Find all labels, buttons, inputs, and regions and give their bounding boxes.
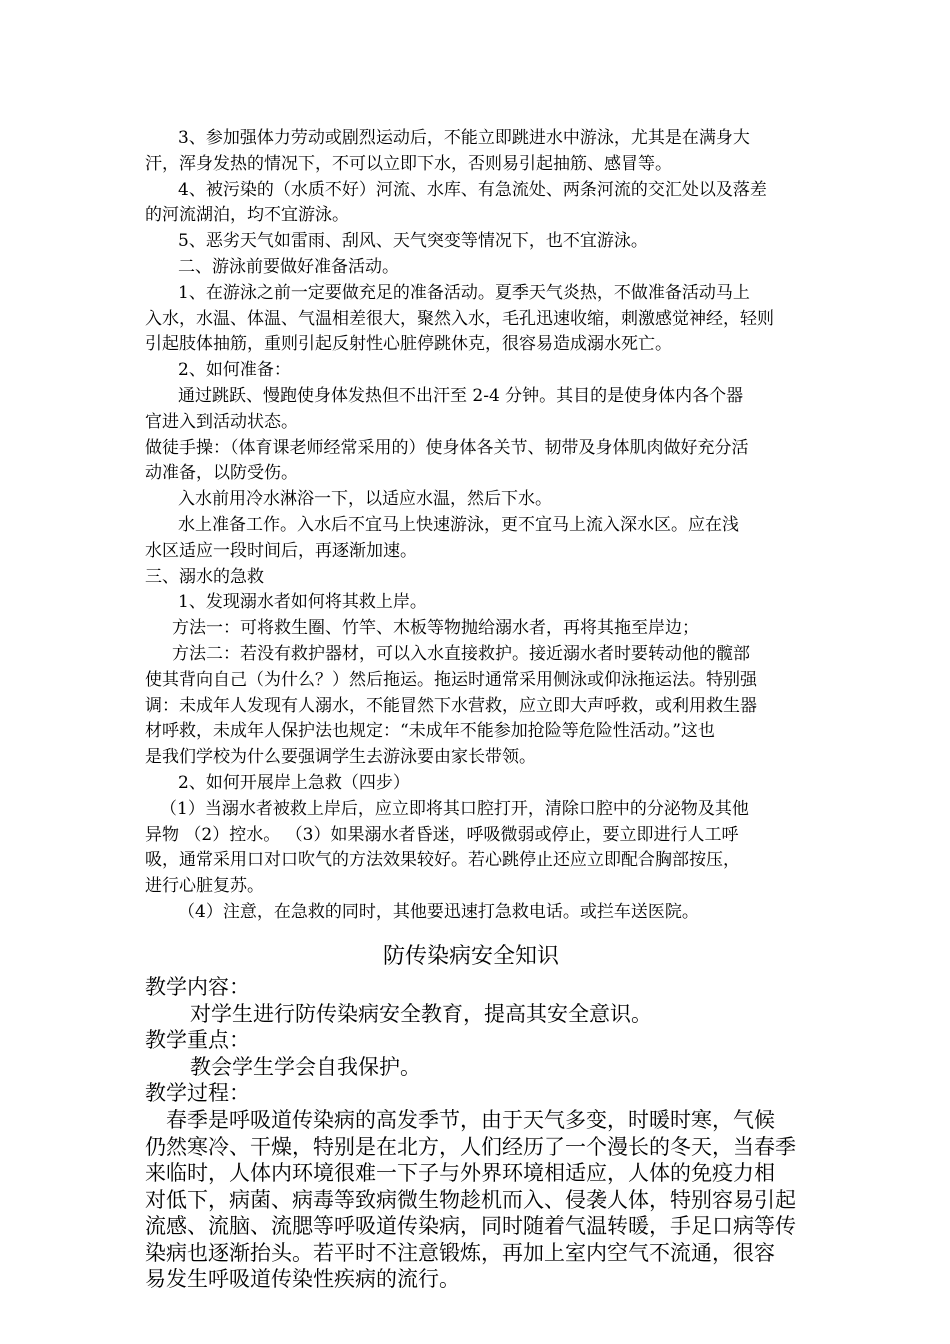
text-line: 异物 （2）控水。 （3）如果溺水者昏迷，呼吸微弱或停止，要立即进行人工呼 <box>145 825 739 845</box>
text-line: 材呼救，未成年人保护法也规定：“未成年不能参加抢险等危险性活动。”这也 <box>145 721 715 741</box>
text-line: 水上准备工作。入水后不宜马上快速游泳，更不宜马上流入深水区。应在浅 <box>178 515 739 535</box>
text-line: 调：未成年人发现有人溺水，不能冒然下水营救，应立即大声呼救，或利用救生器 <box>145 696 757 716</box>
text-line: 通过跳跃、慢跑使身体发热但不出汗至 2-4 分钟。其目的是使身体内各个器 <box>178 386 744 406</box>
section-heading: 教学重点： <box>145 1028 250 1052</box>
text-line: 教会学生学会自我保护。 <box>190 1055 421 1079</box>
section-heading: 教学内容： <box>145 975 250 999</box>
text-line: （4）注意，在急救的同时，其他要迅速打急救电话。或拦车送医院。 <box>178 902 699 922</box>
text-line: 对学生进行防传染病安全教育，提高其安全意识。 <box>190 1002 652 1026</box>
text-line: 使其背向自己（为什么？）然后拖运。拖运时通常采用侧泳或仰泳拖运法。特别强 <box>145 670 757 690</box>
page-title: 防传染病安全知识 <box>383 944 560 969</box>
text-line: 染病也逐渐抬头。若平时不注意锻炼，再加上室内空气不流通，很容 <box>145 1241 775 1265</box>
section-heading: 二、游泳前要做好准备活动。 <box>178 257 399 277</box>
text-line: 1、在游泳之前一定要做充足的准备活动。夏季天气炎热，不做准备活动马上 <box>178 283 750 303</box>
text-line: 春季是呼吸道传染病的高发季节，由于天气多变，时暖时寒，气候 <box>166 1108 775 1132</box>
text-line: 入水前用冷水淋浴一下，以适应水温，然后下水。 <box>178 489 552 509</box>
text-line: 对低下，病菌、病毒等致病微生物趁机而入、侵袭人体，特别容易引起 <box>145 1188 796 1212</box>
text-line: 官进入到活动状态。 <box>145 412 298 432</box>
text-line: 4、被污染的（水质不好）河流、水库、有急流处、两条河流的交汇处以及落差 <box>178 180 767 200</box>
text-line: 易发生呼吸道传染性疾病的流行。 <box>145 1267 460 1291</box>
text-line: 入水，水温、体温、气温相差很大，聚然入水，毛孔迅速收缩，刺激感觉神经，轻则 <box>145 309 774 329</box>
text-line: 3、参加强体力劳动或剧烈运动后，不能立即跳进水中游泳，尤其是在满身大 <box>178 128 750 148</box>
text-line: 流感、流脑、流腮等呼吸道传染病，同时随着气温转暖，手足口病等传 <box>145 1214 796 1238</box>
text-line: 来临时，人体内环境很难一下子与外界环境相适应，人体的免疫力相 <box>145 1161 775 1185</box>
text-line: 仍然寒冷、干燥，特别是在北方，人们经历了一个漫长的冬天，当春季 <box>145 1135 796 1159</box>
text-line: 引起肢体抽筋，重则引起反射性心脏停跳休克，很容易造成溺水死亡。 <box>145 334 672 354</box>
text-line: 1、发现溺水者如何将其救上岸。 <box>178 592 427 612</box>
text-line: 5、恶劣天气如雷雨、刮风、天气突变等情况下，也不宜游泳。 <box>178 231 648 251</box>
section-heading: 教学过程： <box>145 1081 250 1105</box>
text-line: 进行心脏复苏。 <box>145 876 264 896</box>
text-line: 吸，通常采用口对口吹气的方法效果较好。若心跳停止还应立即配合胸部按压， <box>145 850 740 870</box>
text-line: 2、如何开展岸上急救（四步） <box>178 773 410 793</box>
text-line: 水区适应一段时间后，再逐渐加速。 <box>145 541 417 561</box>
text-line: 是我们学校为什么要强调学生去游泳要由家长带领。 <box>145 747 536 767</box>
text-line: 2、如何准备： <box>178 360 291 380</box>
text-line: （1）当溺水者被救上岸后，应立即将其口腔打开，清除口腔中的分泌物及其他 <box>160 799 749 819</box>
text-line: 汗，浑身发热的情况下，不可以立即下水，否则易引起抽筋、感冒等。 <box>145 154 672 174</box>
section-heading: 三、溺水的急救 <box>145 567 264 587</box>
text-line: 方法二：若没有救护器材，可以入水直接救护。接近溺水者时要转动他的髋部 <box>172 644 750 664</box>
text-line: 动准备，以防受伤。 <box>145 463 298 483</box>
text-line: 方法一：可将救生圈、竹竿、木板等物抛给溺水者，再将其拖至岸边； <box>172 618 699 638</box>
text-line: 做徒手操：（体育课老师经常采用的）使身体各关节、韧带及身体肌肉做好充分活 <box>145 438 749 458</box>
text-line: 的河流湖泊，均不宜游泳。 <box>145 205 349 225</box>
